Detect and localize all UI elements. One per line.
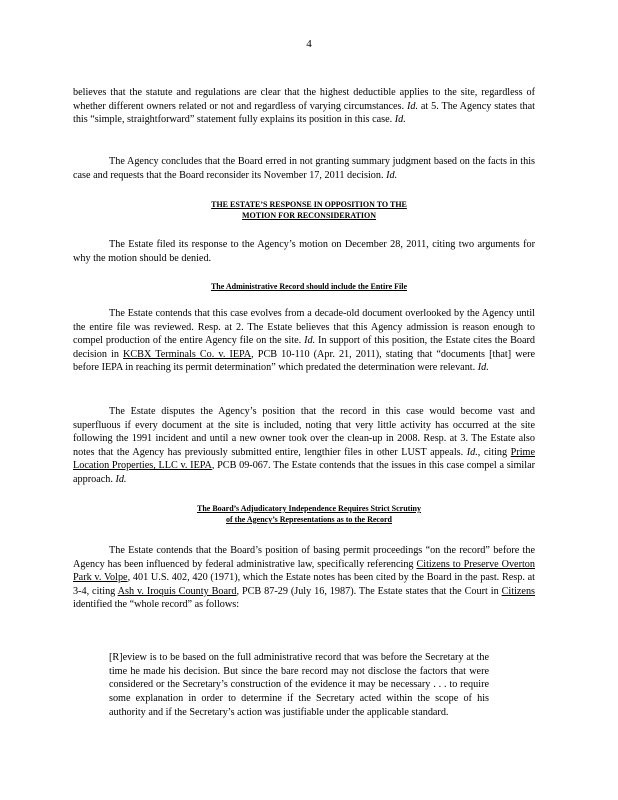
subheading-administrative-record: The Administrative Record should include the Entire File bbox=[210, 282, 408, 291]
case-citation: KCBX Terminals Co. v. IEPA bbox=[123, 348, 252, 360]
page-number: 4 bbox=[306, 38, 312, 50]
paragraph-board-position: The Estate contends that the Board’s position of basing permit proceedings “on the record” before the Agency has been influenced by federal administrative law, specifically referencing Citizens to Preserve Overton Park v. Volpe, 401 U.S. 402, 420 (1971), which the Estate notes has been cited by the Board in the past. Resp. at 3-4, citing Ash v. Iroquis County Board, PCB 87-29 (July 16, 1987). The Estate states that the Court in Citizens identified the “whole record” as follows: bbox=[73, 545, 535, 611]
case-citation: Prime Location Properties, LLC v. IEPA bbox=[73, 446, 535, 472]
paragraph-estate-contends: The Estate contends that this case evolves from a decade-old document overlooked by the Agency until the entire file was reviewed. Resp. at 2. The Estate believes that this Agency admission is reason enough to compel production of the entire Agency file on the site. Id. In support of this position, the Estate cites the Board decision in KCBX Terminals Co. v. IEPA, PCB 10-110 (Apr. 21, 2011), stating that “documents [that] were before IEPA in reaching its permit determination” which predated the determination were relevant. Id. bbox=[73, 308, 536, 374]
case-citation: Ash v. Iroquis County Board bbox=[117, 585, 237, 597]
subheading-adjudicatory-independence: The Board’s Adjudicatory Independence Requires Strict Scrutiny of the Agency’s Representations as to the Record bbox=[196, 504, 421, 524]
paragraph-agency-conclusion: The Agency concludes that the Board erred in not granting summary judgment based on the facts in this case and requests that the Board reconsider its November 17, 2011 decision. Id. bbox=[73, 156, 535, 181]
case-citation: Citizens to Preserve Overton Park v. Volpe bbox=[73, 558, 535, 584]
paragraph-estate-disputes: The Estate disputes the Agency’s position that the record in this case would become vast and superfluous if every document at the site is included, noting that very little activity has occurred at the site following the 1991 incident and until a new owner took over the clean-up in 2008. Resp. at 3. The Estate also notes that the Agency has previously submitted entire, lengthier files in other LUST appeals. Id., citing Prime Location Properties, LLC v. IEPA, PCB 09-067. The Estate contends that the issues in this case compel a similar approach. Id. bbox=[73, 406, 535, 485]
paragraph-agency-position: believes that the statute and regulations are clear that the highest deductible applies to the site, regardless of whether different owners related or not and regardless of varying circumstances. Id. at 5. The Agency states that this “simple, straightforward” statement fully explains its position in this case. Id. bbox=[73, 87, 535, 126]
section-heading-estate-response: THE ESTATE’S RESPONSE IN OPPOSITION TO THE MOTION FOR RECONSIDERATION bbox=[211, 200, 407, 220]
paragraph-estate-response: The Estate filed its response to the Agency’s motion on December 28, 2011, citing two arguments for why the motion should be denied. bbox=[73, 239, 535, 264]
block-quote: [R]eview is to be based on the full administrative record that was before the Secretary at the time he made his decision. But since the bare record may not disclose the factors that were considered or the Secretary’s construction of the evidence it may be necessary . . . to require some explanation in order to determine if the Secretary acted within the scope of his authority and if the Secretary’s action was justifiable under the applicable standard. bbox=[109, 652, 489, 718]
case-citation: Citizens bbox=[501, 585, 535, 597]
